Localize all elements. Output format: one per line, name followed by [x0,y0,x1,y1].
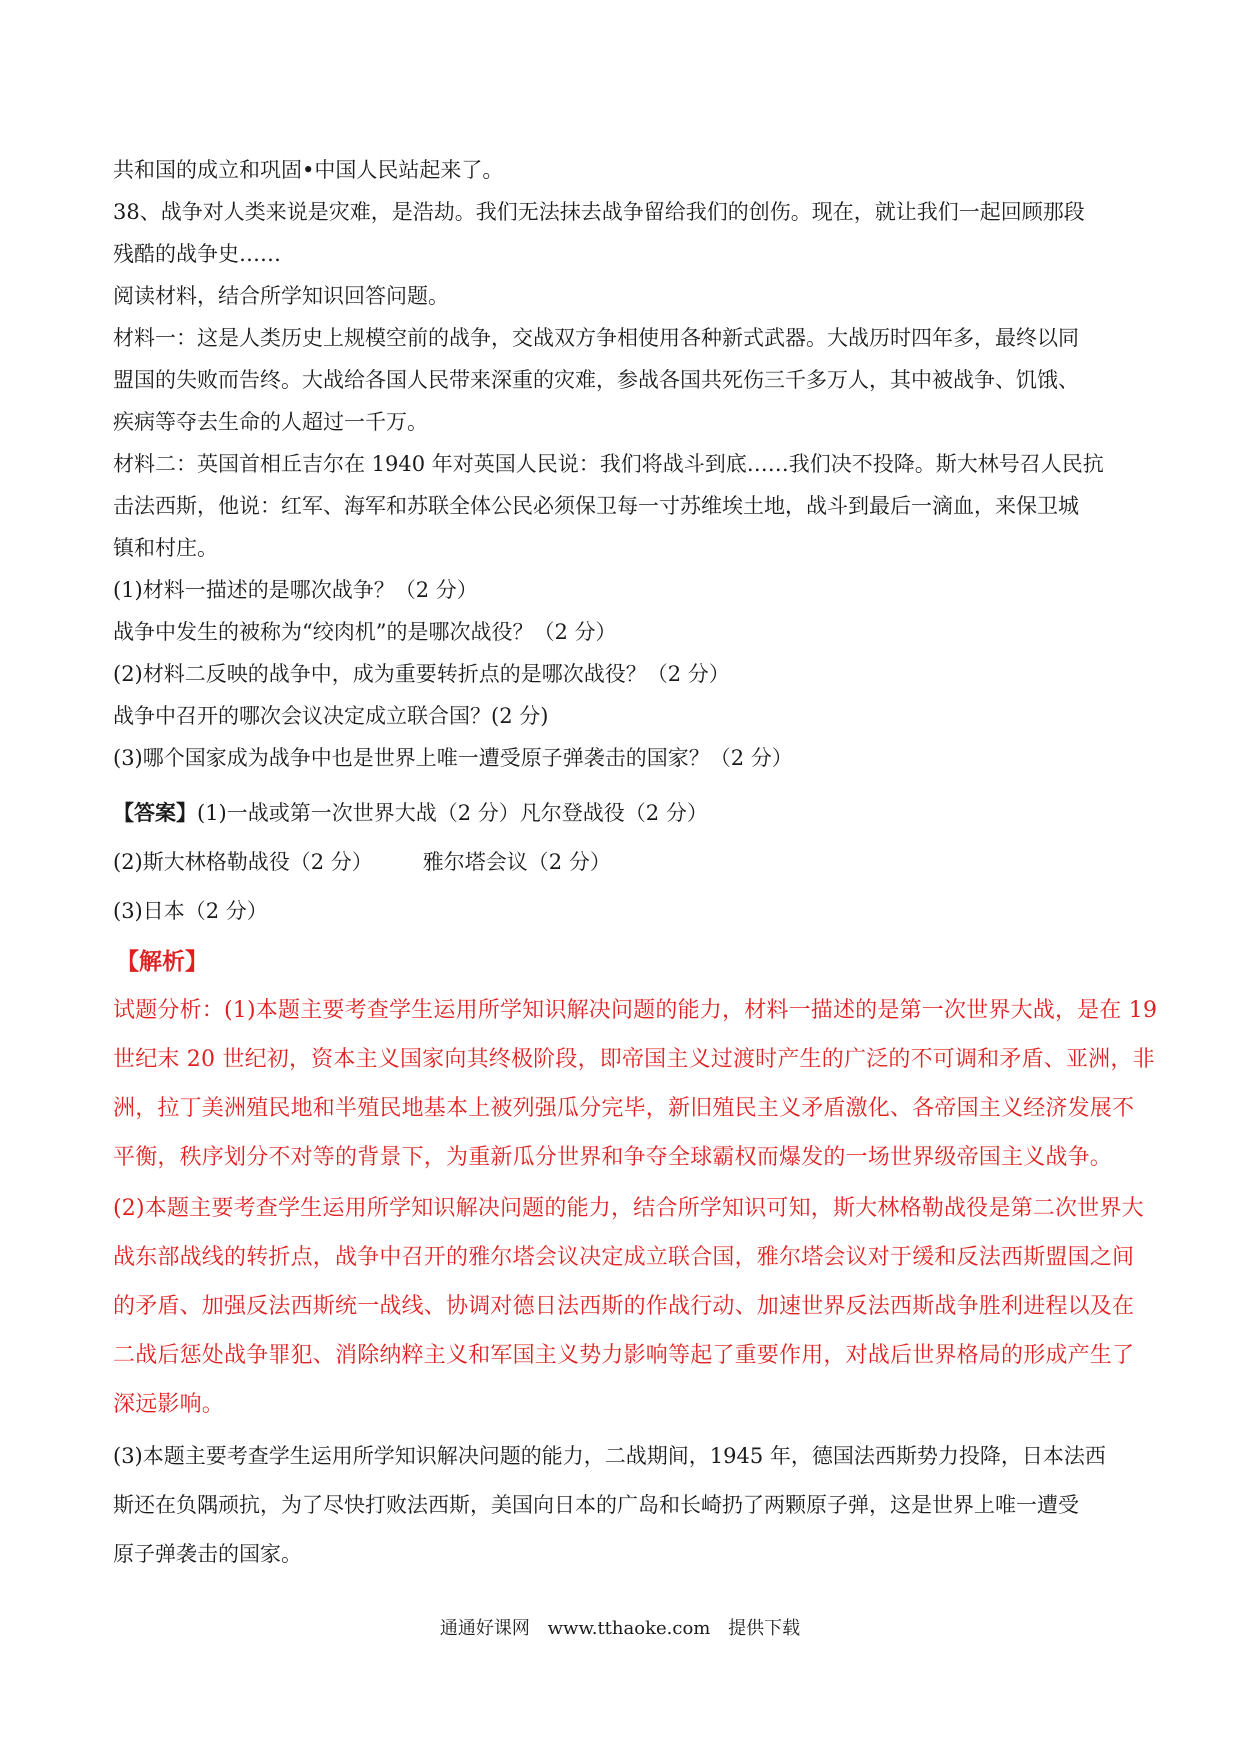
question-38-stem-line1: 38、战争对人类来说是灾难，是浩劫。我们无法抹去战争留给我们的创伤。现在，就让我们一起回顾那段 [113,200,1085,224]
analysis-p2-line3: 的矛盾、加强反法西斯统一战线、协调对德日法西斯的作战行动、加速世界反法西斯战争胜利进程以及在 [113,1294,1135,1319]
analysis-p1-line2: 世纪末 20 世纪初，资本主义国家向其终极阶段，即帝国主义过渡时产生的广泛的不可调和矛盾、亚洲，非 [113,1047,1155,1072]
answer-tag: 【答案】 [113,800,197,825]
footer-url[interactable]: www.tthaoke.com [547,1618,711,1639]
analysis-p3-line1: (3)本题主要考查学生运用所学知识解决问题的能力，二战期间，1945 年，德国法西斯势力投降，日本法西 [113,1444,1106,1468]
analysis-p2-line2: 战东部战线的转折点，战争中召开的雅尔塔会议决定成立联合国，雅尔塔会议对于缓和反法西斯盟国之间 [113,1245,1135,1270]
analysis-p3-line3: 原子弹袭击的国家。 [113,1542,302,1566]
footer-site-name: 通通好课网 [439,1618,530,1639]
analysis-p3-line2: 斯还在负隅顽抗，为了尽快打败法西斯，美国向日本的广岛和长崎扔了两颗原子弹，这是世界上唯一遭受 [113,1493,1079,1517]
material-1-line3: 疾病等夺去生命的人超过一千万。 [113,410,428,434]
page-footer [0,1614,1240,1640]
answer-line1 [113,798,708,828]
question-instruction: 阅读材料，结合所学知识回答问题。 [113,284,449,308]
sub-question-2b: 战争中召开的哪次会议决定成立联合国？(2 分) [113,704,549,728]
answer-line2 [113,847,611,877]
sub-question-2a: (2)材料二反映的战争中，成为重要转折点的是哪次战役？（2 分） [113,662,730,686]
answer-2a-text: (2)斯大林格勒战役（2 分） [113,850,373,874]
answer-2b-text: 雅尔塔会议（2 分） [422,850,611,874]
analysis-p2-line1: (2)本题主要考查学生运用所学知识解决问题的能力，结合所学知识可知，斯大林格勒战役是第二次世界大 [113,1196,1144,1221]
analysis-p1-line1: 试题分析：(1)本题主要考查学生运用所学知识解决问题的能力，材料一描述的是第一次世界大战，是在 19 [113,998,1158,1023]
question-38-stem-line2: 残酷的战争史…… [113,242,281,266]
material-2-line1: 材料二：英国首相丘吉尔在 1940 年对英国人民说：我们将战斗到底……我们决不投降。斯大林号召人民抗 [113,452,1104,476]
answer-line3: (3)日本（2 分） [113,899,268,923]
analysis-p1-line4: 平衡，秩序划分不对等的背景下，为重新瓜分世界和争夺全球霸权而爆发的一场世界级帝国主义战争。 [113,1145,1113,1170]
sub-question-1b: 战争中发生的被称为“绞肉机”的是哪次战役？（2 分） [113,620,617,644]
sub-question-3: (3)哪个国家成为战争中也是世界上唯一遭受原子弹袭击的国家？（2 分） [113,746,793,770]
material-1-line2: 盟国的失败而告终。大战给各国人民带来深重的灾难，参战各国共死伤三千多万人，其中被战争、饥饿、 [113,368,1079,392]
analysis-p2-line5: 深远影响。 [113,1392,225,1417]
analysis-p1-line3: 洲，拉丁美洲殖民地和半殖民地基本上被列强瓜分完毕，新旧殖民主义矛盾激化、各帝国主义经济发展不 [113,1096,1135,1121]
material-2-line3: 镇和村庄。 [113,536,218,560]
analysis-p2-line4: 二战后惩处战争罪犯、消除纳粹主义和军国主义势力影响等起了重要作用，对战后世界格局的形成产生了 [113,1343,1135,1368]
intro-line: 共和国的成立和巩固•中国人民站起来了。 [113,158,504,182]
analysis-heading: 【解析】 [116,948,208,975]
material-2-line2: 击法西斯，他说：红军、海军和苏联全体公民必须保卫每一寸苏维埃土地，战斗到最后一滴血，来保卫城 [113,494,1079,518]
answer-1-text: (1)一战或第一次世界大战（2 分）凡尔登战役（2 分） [197,801,708,825]
material-1-line1: 材料一：这是人类历史上规模空前的战争，交战双方争相使用各种新式武器。大战历时四年多，最终以同 [113,326,1079,350]
sub-question-1a: (1)材料一描述的是哪次战争？（2 分） [113,578,478,602]
footer-suffix: 提供下载 [728,1618,801,1639]
